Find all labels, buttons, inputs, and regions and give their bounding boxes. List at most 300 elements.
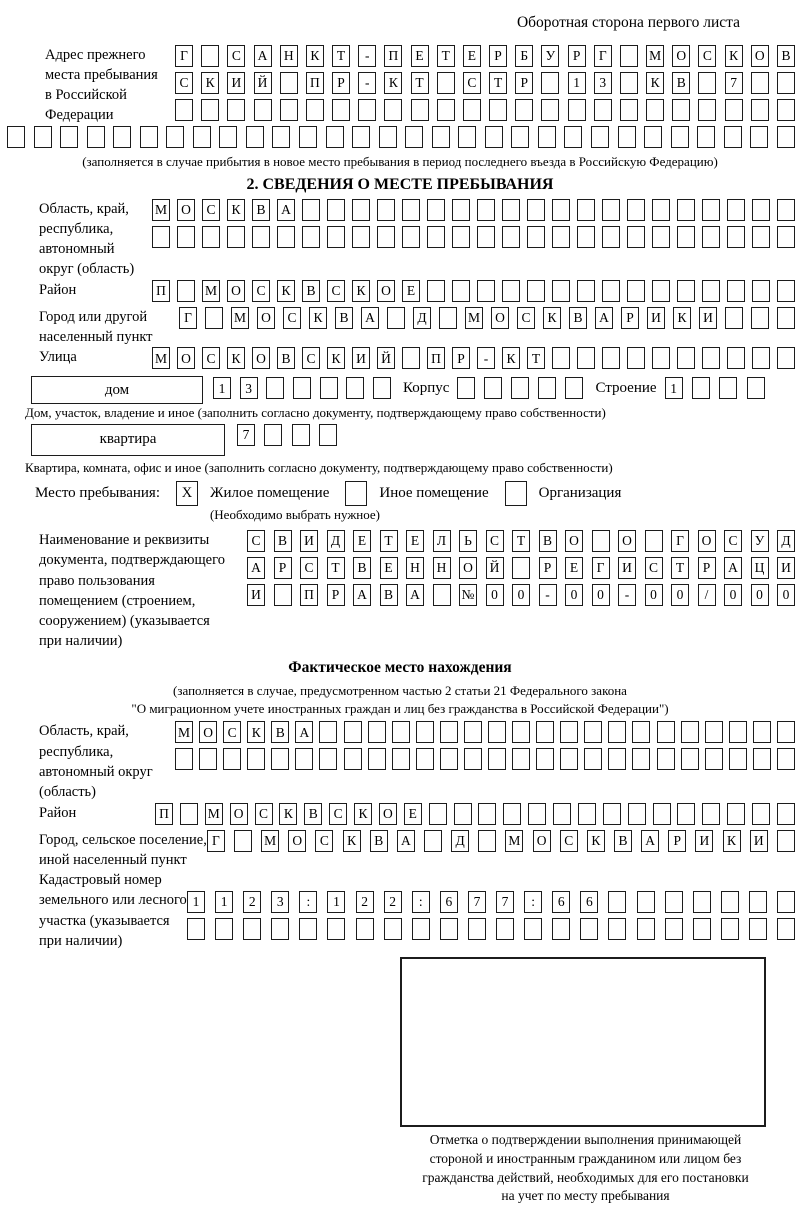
char-box[interactable]: : [524, 891, 542, 913]
char-box[interactable] [632, 748, 650, 770]
char-box[interactable] [777, 748, 795, 770]
char-box[interactable] [227, 226, 245, 248]
char-box[interactable]: 3 [594, 72, 612, 94]
char-box[interactable]: К [201, 72, 219, 94]
char-box[interactable]: 7 [496, 891, 514, 913]
char-box[interactable]: С [175, 72, 193, 94]
char-box[interactable]: М [646, 45, 664, 67]
char-box[interactable]: Е [406, 530, 424, 552]
char-box[interactable]: А [247, 557, 265, 579]
char-box[interactable]: 0 [486, 584, 504, 606]
char-box[interactable]: О [377, 280, 395, 302]
char-box[interactable] [608, 891, 626, 913]
char-box[interactable]: И [352, 347, 370, 369]
char-box[interactable] [402, 226, 420, 248]
char-box[interactable] [677, 347, 695, 369]
char-box[interactable] [277, 226, 295, 248]
char-box[interactable]: Е [380, 557, 398, 579]
char-box[interactable] [577, 199, 595, 221]
char-box[interactable]: 1 [568, 72, 586, 94]
char-box[interactable] [437, 72, 455, 94]
char-box[interactable] [677, 803, 695, 825]
char-box[interactable]: Т [489, 72, 507, 94]
char-box[interactable] [719, 377, 737, 399]
char-box[interactable] [592, 530, 610, 552]
char-box[interactable] [299, 126, 317, 148]
char-box[interactable]: В [777, 45, 795, 67]
char-box[interactable]: С [463, 72, 481, 94]
char-box[interactable] [602, 347, 620, 369]
char-box[interactable] [541, 99, 559, 121]
char-box[interactable] [671, 126, 689, 148]
char-box[interactable] [777, 199, 795, 221]
char-box[interactable]: 7 [725, 72, 743, 94]
char-box[interactable]: П [384, 45, 402, 67]
char-box[interactable] [252, 226, 270, 248]
char-box[interactable]: В [380, 584, 398, 606]
char-box[interactable]: У [541, 45, 559, 67]
char-box[interactable] [352, 126, 370, 148]
char-box[interactable]: 2 [384, 891, 402, 913]
char-box[interactable]: 0 [671, 584, 689, 606]
char-box[interactable] [87, 126, 105, 148]
char-box[interactable]: К [502, 347, 520, 369]
char-box[interactable]: Г [175, 45, 193, 67]
char-box[interactable]: О [698, 530, 716, 552]
char-box[interactable] [468, 918, 486, 940]
char-box[interactable]: И [300, 530, 318, 552]
char-box[interactable] [602, 199, 620, 221]
char-box[interactable] [752, 347, 770, 369]
char-box[interactable] [577, 226, 595, 248]
char-box[interactable]: - [477, 347, 495, 369]
char-box[interactable]: И [695, 830, 713, 852]
char-box[interactable] [440, 748, 458, 770]
char-box[interactable]: И [227, 72, 245, 94]
char-box[interactable]: А [641, 830, 659, 852]
char-box[interactable] [724, 126, 742, 148]
char-box[interactable]: В [304, 803, 322, 825]
char-box[interactable]: Р [452, 347, 470, 369]
char-box[interactable] [560, 748, 578, 770]
char-box[interactable]: К [306, 45, 324, 67]
char-box[interactable] [749, 891, 767, 913]
char-box[interactable] [140, 126, 158, 148]
char-box[interactable]: О [565, 530, 583, 552]
char-box[interactable] [603, 803, 621, 825]
char-box[interactable]: Н [280, 45, 298, 67]
checkbox-other-premises[interactable] [345, 481, 367, 506]
char-box[interactable]: К [673, 307, 691, 329]
char-box[interactable]: Т [527, 347, 545, 369]
char-box[interactable] [405, 126, 423, 148]
char-box[interactable] [199, 748, 217, 770]
char-box[interactable] [326, 126, 344, 148]
char-box[interactable]: В [252, 199, 270, 221]
char-box[interactable] [752, 199, 770, 221]
char-box[interactable]: У [751, 530, 769, 552]
char-box[interactable] [439, 307, 457, 329]
char-box[interactable] [538, 126, 556, 148]
char-box[interactable]: 7 [237, 424, 255, 446]
char-box[interactable] [777, 721, 795, 743]
char-box[interactable]: И [647, 307, 665, 329]
char-box[interactable]: С [560, 830, 578, 852]
char-box[interactable] [379, 126, 397, 148]
char-box[interactable]: 7 [468, 891, 486, 913]
char-box[interactable]: А [254, 45, 272, 67]
char-box[interactable]: М [152, 199, 170, 221]
char-box[interactable] [697, 126, 715, 148]
char-box[interactable] [113, 126, 131, 148]
char-box[interactable] [432, 126, 450, 148]
char-box[interactable] [280, 72, 298, 94]
char-box[interactable]: М [202, 280, 220, 302]
char-box[interactable]: М [465, 307, 483, 329]
char-box[interactable]: - [618, 584, 636, 606]
char-box[interactable]: П [306, 72, 324, 94]
char-box[interactable]: : [412, 891, 430, 913]
char-box[interactable] [387, 307, 405, 329]
char-box[interactable]: С [202, 347, 220, 369]
char-box[interactable] [681, 721, 699, 743]
char-box[interactable]: И [247, 584, 265, 606]
char-box[interactable]: А [406, 584, 424, 606]
char-box[interactable] [553, 803, 571, 825]
char-box[interactable] [725, 99, 743, 121]
char-box[interactable] [452, 226, 470, 248]
char-box[interactable] [652, 226, 670, 248]
char-box[interactable] [698, 72, 716, 94]
char-box[interactable] [721, 918, 739, 940]
char-box[interactable] [512, 748, 530, 770]
char-box[interactable]: О [252, 347, 270, 369]
char-box[interactable] [202, 226, 220, 248]
char-box[interactable] [657, 721, 675, 743]
char-box[interactable] [152, 226, 170, 248]
char-box[interactable]: Т [380, 530, 398, 552]
char-box[interactable] [777, 918, 795, 940]
char-box[interactable]: А [353, 584, 371, 606]
char-box[interactable] [177, 226, 195, 248]
char-box[interactable] [377, 199, 395, 221]
char-box[interactable] [489, 99, 507, 121]
char-box[interactable]: 0 [724, 584, 742, 606]
char-box[interactable]: С [645, 557, 663, 579]
char-box[interactable] [584, 721, 602, 743]
char-box[interactable]: В [614, 830, 632, 852]
char-box[interactable]: Д [413, 307, 431, 329]
char-box[interactable] [344, 721, 362, 743]
char-box[interactable] [693, 918, 711, 940]
char-box[interactable]: С [486, 530, 504, 552]
char-box[interactable]: А [724, 557, 742, 579]
checkbox-organization[interactable] [505, 481, 527, 506]
char-box[interactable] [665, 891, 683, 913]
char-box[interactable] [594, 99, 612, 121]
char-box[interactable] [727, 280, 745, 302]
char-box[interactable]: 3 [240, 377, 258, 399]
char-box[interactable] [620, 99, 638, 121]
char-box[interactable]: 0 [751, 584, 769, 606]
char-box[interactable]: 1 [213, 377, 231, 399]
char-box[interactable] [727, 347, 745, 369]
char-box[interactable]: О [288, 830, 306, 852]
char-box[interactable]: Д [327, 530, 345, 552]
char-box[interactable] [292, 424, 310, 446]
char-box[interactable] [358, 99, 376, 121]
char-box[interactable] [223, 748, 241, 770]
char-box[interactable] [463, 99, 481, 121]
char-box[interactable] [454, 803, 472, 825]
char-box[interactable] [777, 126, 795, 148]
char-box[interactable] [552, 918, 570, 940]
char-box[interactable] [187, 918, 205, 940]
char-box[interactable]: Г [179, 307, 197, 329]
char-box[interactable]: О [177, 347, 195, 369]
char-box[interactable]: Р [539, 557, 557, 579]
char-box[interactable] [427, 199, 445, 221]
char-box[interactable] [177, 280, 195, 302]
char-box[interactable]: К [327, 347, 345, 369]
char-box[interactable]: О [672, 45, 690, 67]
char-box[interactable]: К [227, 199, 245, 221]
char-box[interactable]: М [205, 803, 223, 825]
char-box[interactable] [402, 199, 420, 221]
char-box[interactable]: К [279, 803, 297, 825]
char-box[interactable]: Т [411, 72, 429, 94]
char-box[interactable] [266, 377, 284, 399]
char-box[interactable]: 0 [565, 584, 583, 606]
char-box[interactable] [536, 748, 554, 770]
char-box[interactable] [702, 199, 720, 221]
char-box[interactable] [727, 199, 745, 221]
char-box[interactable] [319, 721, 337, 743]
char-box[interactable]: К [343, 830, 361, 852]
char-box[interactable] [564, 126, 582, 148]
stamp-area[interactable] [400, 957, 766, 1127]
char-box[interactable] [644, 126, 662, 148]
char-box[interactable] [627, 199, 645, 221]
char-box[interactable]: В [672, 72, 690, 94]
char-box[interactable] [637, 918, 655, 940]
char-box[interactable]: 0 [592, 584, 610, 606]
char-box[interactable] [440, 918, 458, 940]
char-box[interactable] [478, 830, 496, 852]
char-box[interactable] [665, 918, 683, 940]
char-box[interactable] [721, 891, 739, 913]
char-box[interactable]: Е [402, 280, 420, 302]
char-box[interactable]: Р [515, 72, 533, 94]
char-box[interactable] [752, 280, 770, 302]
char-box[interactable]: 2 [356, 891, 374, 913]
char-box[interactable] [219, 126, 237, 148]
char-box[interactable] [427, 226, 445, 248]
char-box[interactable]: В [370, 830, 388, 852]
char-box[interactable] [637, 891, 655, 913]
char-box[interactable]: О [257, 307, 275, 329]
char-box[interactable] [477, 280, 495, 302]
char-box[interactable]: Т [437, 45, 455, 67]
char-box[interactable]: И [618, 557, 636, 579]
char-box[interactable] [7, 126, 25, 148]
char-box[interactable]: И [750, 830, 768, 852]
char-box[interactable]: Л [433, 530, 451, 552]
char-box[interactable] [777, 347, 795, 369]
char-box[interactable] [254, 99, 272, 121]
char-box[interactable]: Р [698, 557, 716, 579]
char-box[interactable] [627, 226, 645, 248]
char-box[interactable] [246, 126, 264, 148]
apartment-field-box[interactable]: квартира [31, 424, 225, 456]
char-box[interactable] [377, 226, 395, 248]
char-box[interactable]: Е [411, 45, 429, 67]
char-box[interactable]: К [352, 280, 370, 302]
char-box[interactable]: - [358, 45, 376, 67]
char-box[interactable] [320, 377, 338, 399]
char-box[interactable]: К [725, 45, 743, 67]
char-box[interactable]: П [427, 347, 445, 369]
char-box[interactable]: № [459, 584, 477, 606]
char-box[interactable]: К [587, 830, 605, 852]
char-box[interactable] [424, 830, 442, 852]
char-box[interactable] [299, 918, 317, 940]
char-box[interactable] [166, 126, 184, 148]
char-box[interactable] [502, 199, 520, 221]
char-box[interactable] [632, 721, 650, 743]
char-box[interactable] [488, 748, 506, 770]
char-box[interactable] [478, 803, 496, 825]
char-box[interactable]: 6 [580, 891, 598, 913]
char-box[interactable]: К [646, 72, 664, 94]
char-box[interactable]: М [505, 830, 523, 852]
char-box[interactable] [552, 347, 570, 369]
char-box[interactable]: Т [332, 45, 350, 67]
char-box[interactable] [411, 99, 429, 121]
char-box[interactable] [752, 226, 770, 248]
char-box[interactable] [60, 126, 78, 148]
char-box[interactable]: О [230, 803, 248, 825]
char-box[interactable]: А [361, 307, 379, 329]
char-box[interactable]: О [491, 307, 509, 329]
char-box[interactable]: В [271, 721, 289, 743]
char-box[interactable]: 6 [552, 891, 570, 913]
char-box[interactable]: Р [621, 307, 639, 329]
char-box[interactable] [373, 377, 391, 399]
char-box[interactable] [568, 99, 586, 121]
char-box[interactable] [215, 918, 233, 940]
char-box[interactable] [402, 347, 420, 369]
house-field-box[interactable]: дом [31, 376, 203, 404]
char-box[interactable] [484, 377, 502, 399]
char-box[interactable] [681, 748, 699, 770]
char-box[interactable] [702, 347, 720, 369]
char-box[interactable]: Е [565, 557, 583, 579]
char-box[interactable]: Н [406, 557, 424, 579]
char-box[interactable] [602, 280, 620, 302]
char-box[interactable] [536, 721, 554, 743]
char-box[interactable]: Д [451, 830, 469, 852]
char-box[interactable] [302, 199, 320, 221]
char-box[interactable]: С [300, 557, 318, 579]
char-box[interactable] [577, 280, 595, 302]
char-box[interactable] [356, 918, 374, 940]
char-box[interactable] [201, 99, 219, 121]
char-box[interactable]: Й [254, 72, 272, 94]
char-box[interactable] [429, 803, 447, 825]
char-box[interactable]: С [252, 280, 270, 302]
char-box[interactable] [344, 748, 362, 770]
char-box[interactable] [645, 530, 663, 552]
char-box[interactable] [458, 126, 476, 148]
char-box[interactable] [511, 377, 529, 399]
char-box[interactable]: М [175, 721, 193, 743]
char-box[interactable]: Д [777, 530, 795, 552]
char-box[interactable] [729, 748, 747, 770]
char-box[interactable] [692, 377, 710, 399]
char-box[interactable]: 6 [440, 891, 458, 913]
char-box[interactable] [705, 748, 723, 770]
char-box[interactable] [652, 347, 670, 369]
char-box[interactable] [247, 748, 265, 770]
char-box[interactable] [327, 918, 345, 940]
char-box[interactable]: К [247, 721, 265, 743]
char-box[interactable]: С [255, 803, 273, 825]
char-box[interactable] [295, 748, 313, 770]
char-box[interactable]: В [302, 280, 320, 302]
char-box[interactable]: Е [463, 45, 481, 67]
char-box[interactable]: Р [668, 830, 686, 852]
char-box[interactable] [416, 748, 434, 770]
char-box[interactable]: А [277, 199, 295, 221]
char-box[interactable]: С [223, 721, 241, 743]
char-box[interactable] [496, 918, 514, 940]
char-box[interactable] [751, 99, 769, 121]
char-box[interactable] [753, 748, 771, 770]
char-box[interactable] [565, 377, 583, 399]
char-box[interactable] [524, 918, 542, 940]
char-box[interactable]: А [295, 721, 313, 743]
char-box[interactable]: М [231, 307, 249, 329]
char-box[interactable]: К [309, 307, 327, 329]
char-box[interactable] [591, 126, 609, 148]
char-box[interactable] [628, 803, 646, 825]
char-box[interactable] [511, 126, 529, 148]
char-box[interactable] [205, 307, 223, 329]
char-box[interactable] [306, 99, 324, 121]
char-box[interactable] [777, 280, 795, 302]
char-box[interactable] [175, 748, 193, 770]
char-box[interactable] [677, 280, 695, 302]
char-box[interactable] [201, 45, 219, 67]
char-box[interactable] [677, 226, 695, 248]
char-box[interactable]: К [354, 803, 372, 825]
char-box[interactable] [512, 721, 530, 743]
char-box[interactable] [502, 280, 520, 302]
char-box[interactable] [327, 199, 345, 221]
char-box[interactable]: С [724, 530, 742, 552]
char-box[interactable]: В [277, 347, 295, 369]
char-box[interactable]: Ц [751, 557, 769, 579]
char-box[interactable]: К [543, 307, 561, 329]
char-box[interactable] [777, 72, 795, 94]
char-box[interactable] [180, 803, 198, 825]
char-box[interactable] [302, 226, 320, 248]
char-box[interactable]: О [177, 199, 195, 221]
char-box[interactable]: С [517, 307, 535, 329]
char-box[interactable] [346, 377, 364, 399]
char-box[interactable] [527, 226, 545, 248]
